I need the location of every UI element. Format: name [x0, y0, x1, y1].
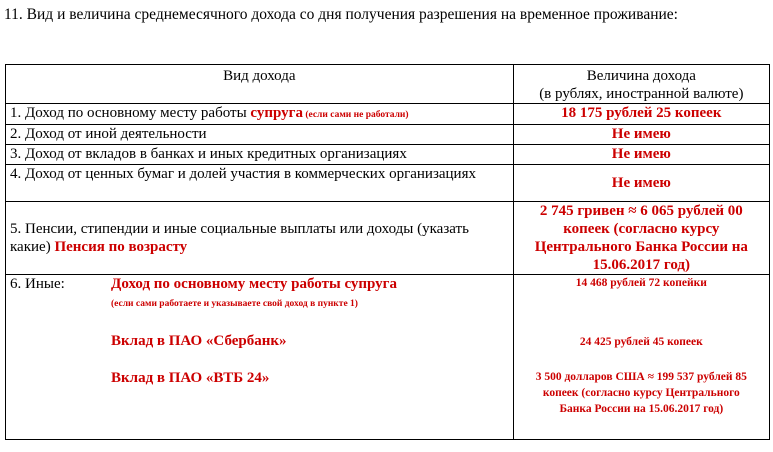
row4-label: 4. Доход от ценных бумаг и долей участия в коммерческих организациях [6, 165, 514, 202]
row6-item1-note: (если сами работаете и указываете свой доход в пункте 1) [111, 299, 358, 309]
row5-value: 2 745 гривен ≈ 6 065 рублей 00 копеек (согласно курсу Центрального Банка России на 15.06.2017 год) [513, 202, 769, 275]
row3-label: 3. Доход от вкладов в банках и иных кредитных организациях [6, 145, 514, 165]
row6-value-cell [513, 275, 769, 440]
row2-value: Не имею [513, 125, 769, 145]
row6-item2-title: Вклад в ПАО «Сбербанк» [111, 333, 287, 349]
row1-label-note: (если сами не работали) [302, 110, 409, 120]
row6-item1-title: Доход по основному месту работы супруга [111, 276, 397, 292]
header-income-type: Вид дохода [6, 65, 514, 104]
row5-label-pension: Пенсия по возрасту [54, 239, 188, 255]
income-table [5, 64, 770, 440]
table-row [6, 165, 770, 202]
table-row [6, 125, 770, 145]
row1-value: 18 175 рублей 25 копеек [513, 104, 769, 125]
row6-item2-value: 24 425 рублей 45 копеек [579, 336, 703, 348]
header-income-amount [513, 65, 769, 104]
row6-label: 6. Иные: [10, 276, 65, 292]
row6-label-cell [6, 275, 514, 440]
table-row [6, 145, 770, 165]
header-income-amount-line1: Величина дохода [586, 68, 696, 84]
table-header-row [6, 65, 770, 104]
row4-value: Не имею [513, 165, 769, 202]
row1-label-spouse: супруга [250, 105, 303, 121]
row6-item1-value: 14 468 рублей 72 копейки [575, 277, 707, 289]
row6-item3-title: Вклад в ПАО «ВТБ 24» [111, 370, 270, 386]
table-row [6, 104, 770, 125]
row3-value: Не имею [513, 145, 769, 165]
row1-label: 1. Доход по основному месту работы [10, 105, 251, 121]
row5-label-cell [6, 202, 514, 275]
section-heading: 11. Вид и величина среднемесячного дохода со дня получения разрешения на временное проживание: [4, 6, 678, 23]
row5-label: 5. Пенсии, стипендии и иные социальные выплаты или доходы (указать какие) [10, 221, 469, 255]
table-row [6, 275, 770, 440]
row1-label-cell [6, 104, 514, 125]
header-income-amount-line2: (в рублях, иностранной валюте) [539, 86, 744, 102]
table-row [6, 202, 770, 275]
row2-label: 2. Доход от иной деятельности [6, 125, 514, 145]
row6-item3-value: 3 500 долларов США ≈ 199 537 рублей 85 копеек (согласно курсу Центрального Банка России на 15.06.2017 год) [535, 371, 747, 415]
